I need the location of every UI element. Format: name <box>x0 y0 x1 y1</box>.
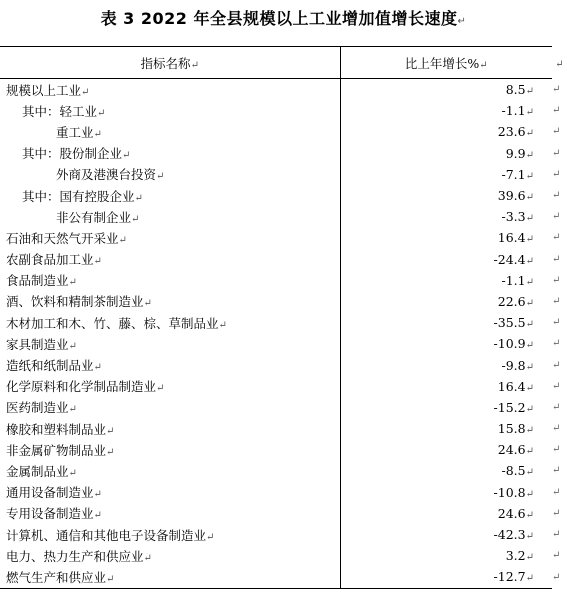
indicator-name: 重工业↵ <box>0 121 340 142</box>
growth-value: -35.5↵ <box>493 315 534 331</box>
growth-value: -10.9↵ <box>493 336 534 352</box>
row-end-mark: ↵ <box>552 83 561 95</box>
growth-value: 22.6↵ <box>497 293 534 309</box>
row-end-mark: ↵ <box>552 147 561 159</box>
table-row <box>0 566 567 588</box>
table-row <box>0 100 567 121</box>
paragraph-mark-icon: ↵ <box>457 16 467 27</box>
growth-value: -1.1↵ <box>501 272 534 288</box>
row-end-mark: ↵ <box>552 232 561 244</box>
row-end-mark: ↵ <box>552 571 561 583</box>
indicator-name: 石油和天然气开采业↵ <box>0 227 340 248</box>
indicator-name: 医药制造业↵ <box>0 397 340 418</box>
row-end-mark: ↵ <box>552 401 561 413</box>
growth-value: -7.1↵ <box>501 166 534 182</box>
table-row <box>0 524 567 545</box>
table-row <box>0 460 567 481</box>
indicator-name: 规模以上工业↵ <box>0 79 340 101</box>
row-end-mark: ↵ <box>552 105 561 117</box>
table-row <box>0 482 567 503</box>
row-end-mark: ↵ <box>552 444 561 456</box>
row-end-mark: ↵ <box>552 253 561 265</box>
header-indicator-name: 指标名称↵ <box>0 47 340 79</box>
row-end-mark: ↵ <box>552 211 561 223</box>
growth-table <box>0 46 567 589</box>
growth-value: 3.2↵ <box>505 548 534 564</box>
table-row <box>0 227 567 248</box>
indicator-name: 酒、饮料和精制茶制造业↵ <box>0 291 340 312</box>
indicator-name: 电力、热力生产和供应业↵ <box>0 545 340 566</box>
table-row <box>0 312 567 333</box>
table-row <box>0 121 567 142</box>
table-row <box>0 164 567 185</box>
row-end-mark: ↵ <box>552 465 561 477</box>
row-end-mark: ↵ <box>555 59 564 70</box>
indicator-name: 计算机、通信和其他电子设备制造业↵ <box>0 524 340 545</box>
indicator-name: 专用设备制造业↵ <box>0 503 340 524</box>
growth-value: -10.8↵ <box>493 484 534 500</box>
indicator-name: 农副食品加工业↵ <box>0 249 340 270</box>
indicator-name: 木材加工和木、竹、藤、棕、草制品业↵ <box>0 312 340 333</box>
table-row <box>0 291 567 312</box>
table-row <box>0 79 567 101</box>
indicator-name: 造纸和纸制品业↵ <box>0 354 340 375</box>
indicator-name: 其中：国有控股企业↵ <box>0 185 340 206</box>
table-row <box>0 439 567 460</box>
table-row <box>0 418 567 439</box>
growth-value: -8.5↵ <box>501 463 534 479</box>
row-end-mark: ↵ <box>552 529 561 541</box>
table-row <box>0 143 567 164</box>
indicator-name: 橡胶和塑料制品业↵ <box>0 418 340 439</box>
growth-value: 16.4↵ <box>497 378 534 394</box>
indicator-name: 其中：股份制企业↵ <box>0 143 340 164</box>
row-end-mark: ↵ <box>552 423 561 435</box>
growth-value: 24.6↵ <box>497 442 534 458</box>
indicator-name: 化学原料和化学制品制造业↵ <box>0 376 340 397</box>
table-title: 表 3 2022 年全县规模以上工业增加值增长速度↵ <box>100 9 467 28</box>
table-row <box>0 185 567 206</box>
indicator-name: 外商及港澳台投资↵ <box>0 164 340 185</box>
row-end-mark: ↵ <box>552 380 561 392</box>
row-end-mark: ↵ <box>552 295 561 307</box>
row-end-mark: ↵ <box>552 507 561 519</box>
row-end-mark: ↵ <box>552 317 561 329</box>
table-row <box>0 333 567 354</box>
growth-value: 23.6↵ <box>497 124 534 140</box>
growth-value: -24.4↵ <box>493 251 534 267</box>
indicator-name: 通用设备制造业↵ <box>0 482 340 503</box>
row-end-mark: ↵ <box>552 168 561 180</box>
indicator-name: 非金属矿物制品业↵ <box>0 439 340 460</box>
growth-value: 16.4↵ <box>497 230 534 246</box>
indicator-name: 食品制造业↵ <box>0 270 340 291</box>
growth-value: 24.6↵ <box>497 505 534 521</box>
growth-value: -12.7↵ <box>340 566 552 588</box>
growth-value: -9.8↵ <box>501 357 534 373</box>
growth-value: 39.6↵ <box>497 188 534 204</box>
row-end-mark: ↵ <box>552 190 561 202</box>
growth-value: -15.2↵ <box>493 399 534 415</box>
row-end-mark: ↵ <box>552 274 561 286</box>
table-row <box>0 206 567 227</box>
row-end-mark: ↵ <box>552 338 561 350</box>
row-end-mark: ↵ <box>552 126 561 138</box>
header-growth-rate: 比上年增长%↵ <box>340 47 552 79</box>
growth-value: -3.3↵ <box>501 209 534 225</box>
table-row <box>0 270 567 291</box>
growth-value: 8.5↵ <box>505 82 534 98</box>
table-header-row <box>0 47 567 79</box>
indicator-name: 非公有制企业↵ <box>0 206 340 227</box>
row-end-mark: ↵ <box>552 550 561 562</box>
indicator-name: 燃气生产和供应业↵ <box>0 566 340 588</box>
indicator-name: 其中：轻工业↵ <box>0 100 340 121</box>
row-end-mark: ↵ <box>552 359 561 371</box>
row-end-mark: ↵ <box>552 486 561 498</box>
growth-value: 9.9↵ <box>505 145 534 161</box>
indicator-name: 家具制造业↵ <box>0 333 340 354</box>
growth-value: -1.1↵ <box>501 103 534 119</box>
table-row <box>0 503 567 524</box>
table-row <box>0 354 567 375</box>
growth-value: 15.8↵ <box>497 421 534 437</box>
growth-value: -42.3↵ <box>493 527 534 543</box>
table-row <box>0 376 567 397</box>
table-row <box>0 545 567 566</box>
table-row <box>0 397 567 418</box>
table-row <box>0 249 567 270</box>
indicator-name: 金属制品业↵ <box>0 460 340 481</box>
